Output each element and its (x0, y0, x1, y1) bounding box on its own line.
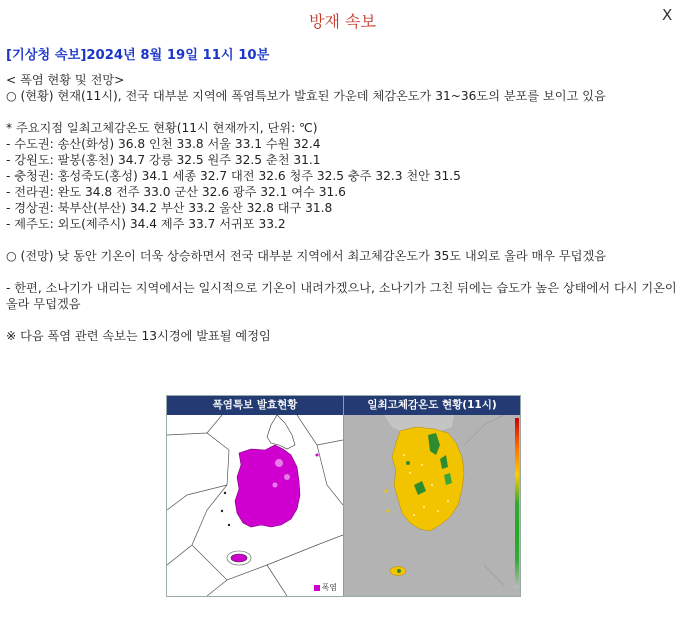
heatwave-figure (166, 395, 521, 597)
bulletin-headline: [기상청 속보]2024년 8월 19일 11시 10분 (6, 48, 270, 63)
temperature-map-panel (344, 396, 520, 596)
note-paragraph: - 한편, 소나기가 내리는 지역에서는 일시적으로 기온이 내려가겠으나, 소나기가 그친 뒤에는 습도가 높은 상태에서 다시 기온이 올라 무덥겠음 (6, 281, 677, 311)
region-line-jeju: - 제주도: 외도(제주시) 34.4 제주 33.7 서귀포 33.2 (6, 217, 286, 231)
warning-map (167, 415, 343, 596)
warning-map-graphic (167, 415, 343, 596)
temperature-color-scale (515, 418, 519, 588)
bulletin-body (6, 72, 678, 344)
spacer (6, 232, 678, 248)
section-title: < 폭염 현황 및 전망> (6, 73, 125, 87)
warning-map-panel (167, 396, 344, 596)
legend-label: 폭염 (321, 583, 337, 592)
window-title: 방재 속보 (309, 12, 376, 31)
next-report-notice: ※ 다음 폭염 관련 속보는 13시경에 발표될 예정임 (6, 329, 271, 343)
legend-swatch (314, 585, 320, 591)
region-line-capital: - 수도권: 송산(화성) 36.8 인천 33.8 서울 33.1 수원 32.4 (6, 137, 321, 151)
region-line-chungcheong: - 충청권: 홍성죽도(홍성) 34.1 세종 32.7 대전 32.6 청주 32.5 충주 32.3 천안 31.5 (6, 169, 461, 183)
warning-map-title: 폭염특보 발효현황 (167, 396, 343, 415)
heat-area (392, 427, 464, 531)
temperature-map-graphic (344, 415, 520, 596)
spacer (6, 264, 678, 280)
warning-legend (314, 582, 337, 593)
region-line-gyeongsang: - 경상권: 북부산(부산) 34.2 부산 33.2 울산 32.8 대구 31.8 (6, 201, 333, 215)
region-line-jeolla: - 전라권: 완도 34.8 전주 33.0 군산 32.6 광주 32.1 여수 31.6 (6, 185, 346, 199)
jeju-warning (231, 554, 247, 562)
warning-area (235, 445, 300, 527)
temperature-map (344, 415, 520, 596)
spacer (6, 312, 678, 328)
outlook-paragraph: ○ (전망) 낮 동안 기온이 더욱 상승하면서 전국 대부분 지역에서 최고체감온도가 35도 내외로 올라 매우 무덥겠음 (6, 249, 607, 263)
close-button[interactable]: X (662, 6, 673, 24)
region-line-gangwon: - 강원도: 팔봉(홍천) 34.7 강릉 32.5 원주 32.5 춘천 31.1 (6, 153, 321, 167)
temperature-map-title: 일최고체감온도 현황(11시) (344, 396, 520, 415)
status-paragraph: ○ (현황) 현재(11시), 전국 대부분 지역에 폭염특보가 발효된 가운데 체감온도가 31~36도의 분포를 보이고 있음 (6, 89, 606, 103)
spacer (6, 104, 678, 120)
stations-title: * 주요지점 일최고체감온도 현황(11시 현재까지, 단위: ℃) (6, 121, 318, 135)
